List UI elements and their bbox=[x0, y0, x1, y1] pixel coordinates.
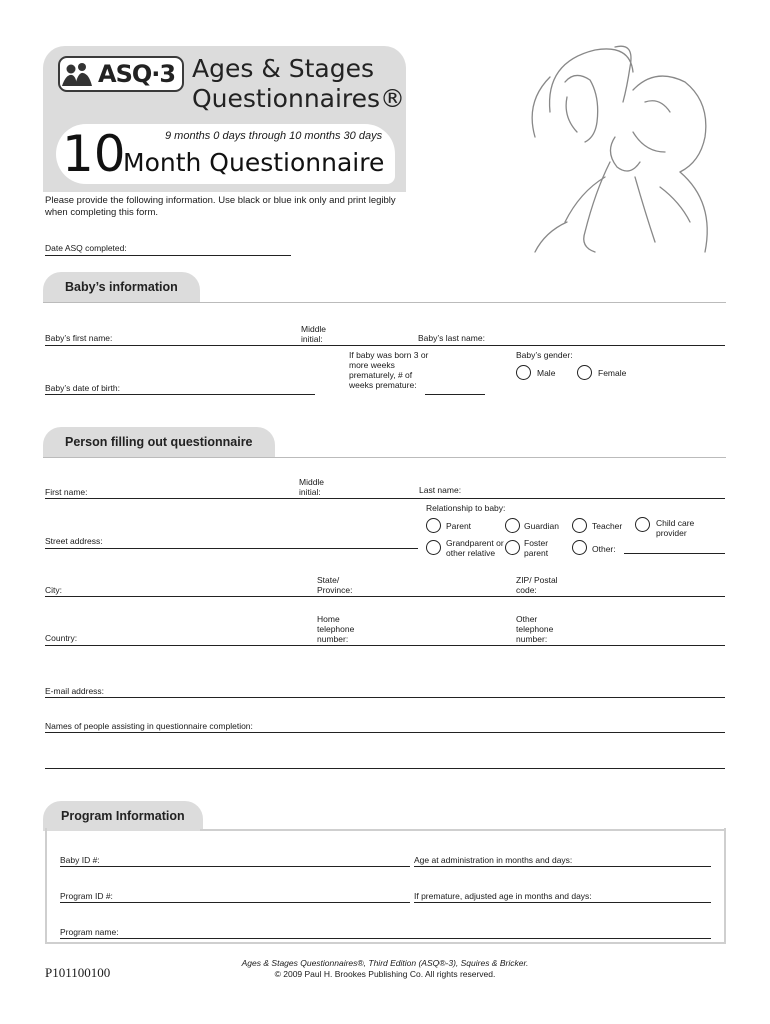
form-code: P101100100 bbox=[45, 965, 111, 980]
email-field[interactable] bbox=[45, 697, 725, 698]
gender-female-radio[interactable] bbox=[577, 365, 592, 380]
relationship-teacher-radio[interactable] bbox=[572, 518, 587, 533]
relationship-grandparent-label: Grandparent or other relative bbox=[446, 538, 504, 558]
relationship-grandparent-radio[interactable] bbox=[426, 540, 441, 555]
city-state-zip-field[interactable] bbox=[45, 596, 725, 597]
program-info-box bbox=[45, 828, 726, 944]
tab-baby-information: Baby’s information bbox=[43, 272, 200, 302]
middle-initial-label: Middle initial: bbox=[299, 477, 325, 497]
relationship-childcare-label: Child care provider bbox=[656, 518, 695, 538]
baby-dob-field[interactable] bbox=[45, 394, 315, 395]
section-divider bbox=[200, 829, 726, 831]
other-phone-label: Other telephone number: bbox=[516, 614, 554, 644]
relationship-other-label: Other: bbox=[592, 544, 616, 554]
relationship-other-field[interactable] bbox=[624, 553, 725, 554]
relationship-label: Relationship to baby: bbox=[426, 503, 506, 513]
baby-middle-initial-label: Middle initial: bbox=[301, 324, 327, 344]
baby-gender-label: Baby’s gender: bbox=[516, 350, 573, 360]
relationship-childcare-radio[interactable] bbox=[635, 517, 650, 532]
assisting-field-1[interactable] bbox=[45, 732, 725, 733]
section-divider bbox=[43, 302, 726, 303]
relationship-guardian-radio[interactable] bbox=[505, 518, 520, 533]
first-name-label: First name: bbox=[45, 487, 88, 497]
relationship-parent-radio[interactable] bbox=[426, 518, 441, 533]
age-number: 10 bbox=[62, 125, 126, 183]
assisting-field-2[interactable] bbox=[45, 768, 725, 769]
country-label: Country: bbox=[45, 633, 78, 643]
copyright-line-2: © 2009 Paul H. Brookes Publishing Co. All rights reserved. bbox=[274, 969, 496, 979]
baby-dob-label: Baby’s date of birth: bbox=[45, 383, 120, 393]
last-name-label: Last name: bbox=[419, 485, 462, 495]
person-name-field[interactable] bbox=[45, 498, 725, 499]
relationship-foster-radio[interactable] bbox=[505, 540, 520, 555]
baby-last-name-label: Baby’s last name: bbox=[418, 333, 485, 343]
weeks-premature-label: If baby was born 3 or more weeks prematurely, # of weeks premature: bbox=[349, 350, 429, 390]
country-phone-field[interactable] bbox=[45, 645, 725, 646]
intro-text: Please provide the following information. Use black or blue ink only and print legibly when completing this form. bbox=[45, 195, 396, 218]
zip-label: ZIP/ Postal code: bbox=[516, 575, 558, 595]
adjusted-age-field[interactable] bbox=[414, 902, 711, 903]
gender-female-label: Female bbox=[598, 368, 627, 378]
title-line-2: Questionnaires® bbox=[192, 84, 406, 113]
relationship-teacher-label: Teacher bbox=[592, 521, 623, 531]
asq-logo bbox=[58, 56, 184, 92]
relationship-foster-label: Foster parent bbox=[524, 538, 549, 558]
program-id-field[interactable] bbox=[60, 902, 410, 903]
age-admin-label: Age at administration in months and days: bbox=[414, 855, 573, 865]
program-name-field[interactable] bbox=[60, 938, 711, 939]
age-admin-field[interactable] bbox=[414, 866, 711, 867]
state-label: State/ Province: bbox=[317, 575, 353, 595]
adjusted-age-label: If premature, adjusted age in months and days: bbox=[414, 891, 592, 901]
relationship-parent-label: Parent bbox=[446, 521, 472, 531]
baby-id-field[interactable] bbox=[60, 866, 410, 867]
gender-male-radio[interactable] bbox=[516, 365, 531, 380]
city-label: City: bbox=[45, 585, 62, 595]
street-address-field[interactable] bbox=[45, 548, 418, 549]
weeks-premature-field[interactable] bbox=[425, 394, 485, 395]
tab-person-filling-out: Person filling out questionnaire bbox=[43, 427, 275, 457]
age-range: 9 months 0 days through 10 months 30 days bbox=[165, 130, 383, 142]
gender-male-label: Male bbox=[537, 368, 556, 378]
date-completed-field[interactable] bbox=[45, 255, 291, 256]
relationship-guardian-label: Guardian bbox=[524, 521, 559, 531]
copyright-block bbox=[210, 958, 560, 980]
children-logo-icon bbox=[60, 61, 94, 87]
relationship-other-radio[interactable] bbox=[572, 540, 587, 555]
email-label: E-mail address: bbox=[45, 686, 105, 696]
street-address-label: Street address: bbox=[45, 536, 103, 546]
title-line-1: Ages & Stages bbox=[192, 54, 375, 83]
copyright-line-1: Ages & Stages Questionnaires®, Third Edition (ASQ®-3), Squires & Bricker. bbox=[241, 958, 529, 968]
baby-id-label: Baby ID #: bbox=[60, 855, 100, 865]
program-id-label: Program ID #: bbox=[60, 891, 113, 901]
questionnaire-title: Month Questionnaire bbox=[123, 148, 385, 177]
program-name-label: Program name: bbox=[60, 927, 119, 937]
logo-text: ASQ·3 bbox=[98, 60, 176, 88]
baby-name-field[interactable] bbox=[45, 345, 725, 346]
tab-program-information: Program Information bbox=[43, 801, 203, 831]
date-completed-label: Date ASQ completed: bbox=[45, 243, 127, 253]
section-divider bbox=[43, 457, 726, 458]
assisting-label: Names of people assisting in questionnaire completion: bbox=[45, 721, 253, 731]
mother-baby-illustration bbox=[505, 42, 725, 257]
baby-first-name-label: Baby’s first name: bbox=[45, 333, 113, 343]
home-phone-label: Home telephone number: bbox=[317, 614, 355, 644]
